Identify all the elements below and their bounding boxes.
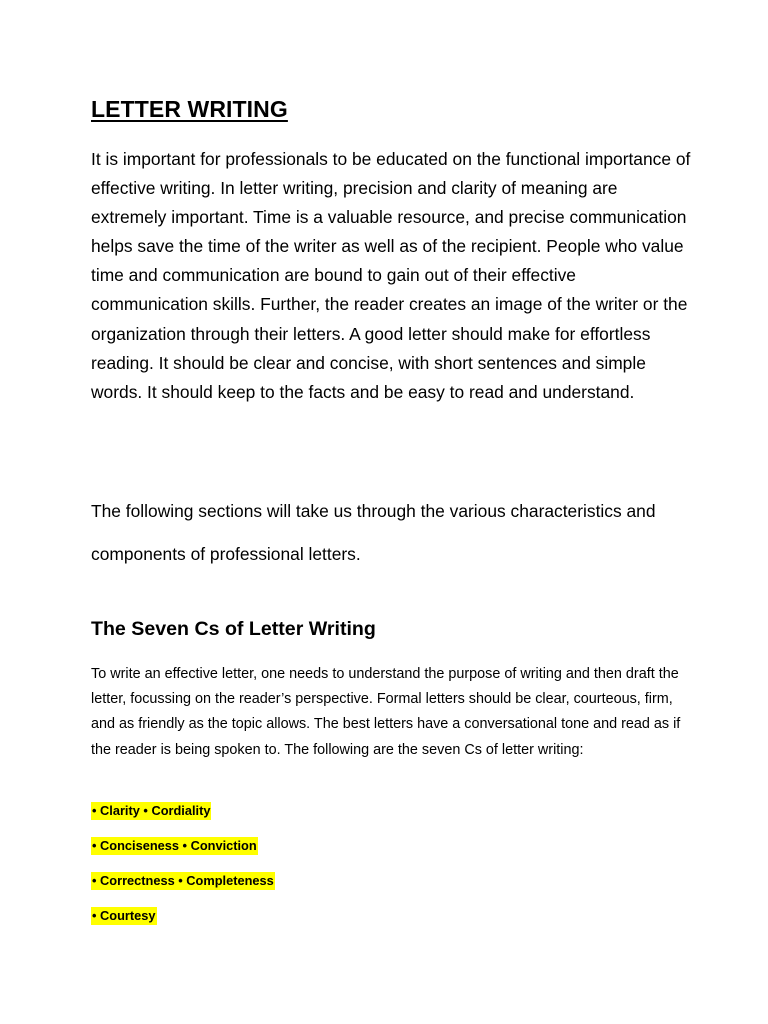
highlighted-text: • Conciseness • Conviction — [92, 838, 257, 853]
highlighted-text: • Clarity • Cordiality — [92, 803, 211, 818]
highlighted-text: • Courtesy — [92, 908, 156, 923]
list-item — [91, 836, 275, 871]
seven-cs-list — [91, 801, 275, 941]
list-item — [91, 871, 275, 906]
section-paragraph: To write an effective letter, one needs to understand the purpose of writing and then draft the letter, focussing on the reader’s perspective. Formal letters should be clear, courteous, firm, and as friendly as the topic allows. The best letters have a conversational tone and read as if the reader is being spoken to. The following are the seven Cs of letter writing: — [91, 666, 681, 758]
intro-paragraph: It is important for professionals to be educated on the functional importance of effective writing. In letter writing, precision and clarity of meaning are extremely important. Time is a valuable resource, and precise communication helps save the time of the writer as well as of the recipient. People who value time and communication are bound to gain out of their effective communication skills. Further, the reader creates an image of the writer or the organization through their letters. A good letter should make for effortless reading. It should be clear and concise, with short sentences and simple words. It should keep to the facts and be easy to read and understand. — [91, 149, 691, 402]
section-heading: The Seven Cs of Letter Writing — [91, 618, 376, 640]
page-title: LETTER WRITING — [91, 96, 288, 122]
list-item — [91, 906, 275, 941]
following-paragraph: The following sections will take us through the various characteristics and components of professional letters. — [91, 501, 656, 564]
list-item — [91, 801, 275, 836]
highlighted-text: • Correctness • Completeness — [92, 873, 274, 888]
